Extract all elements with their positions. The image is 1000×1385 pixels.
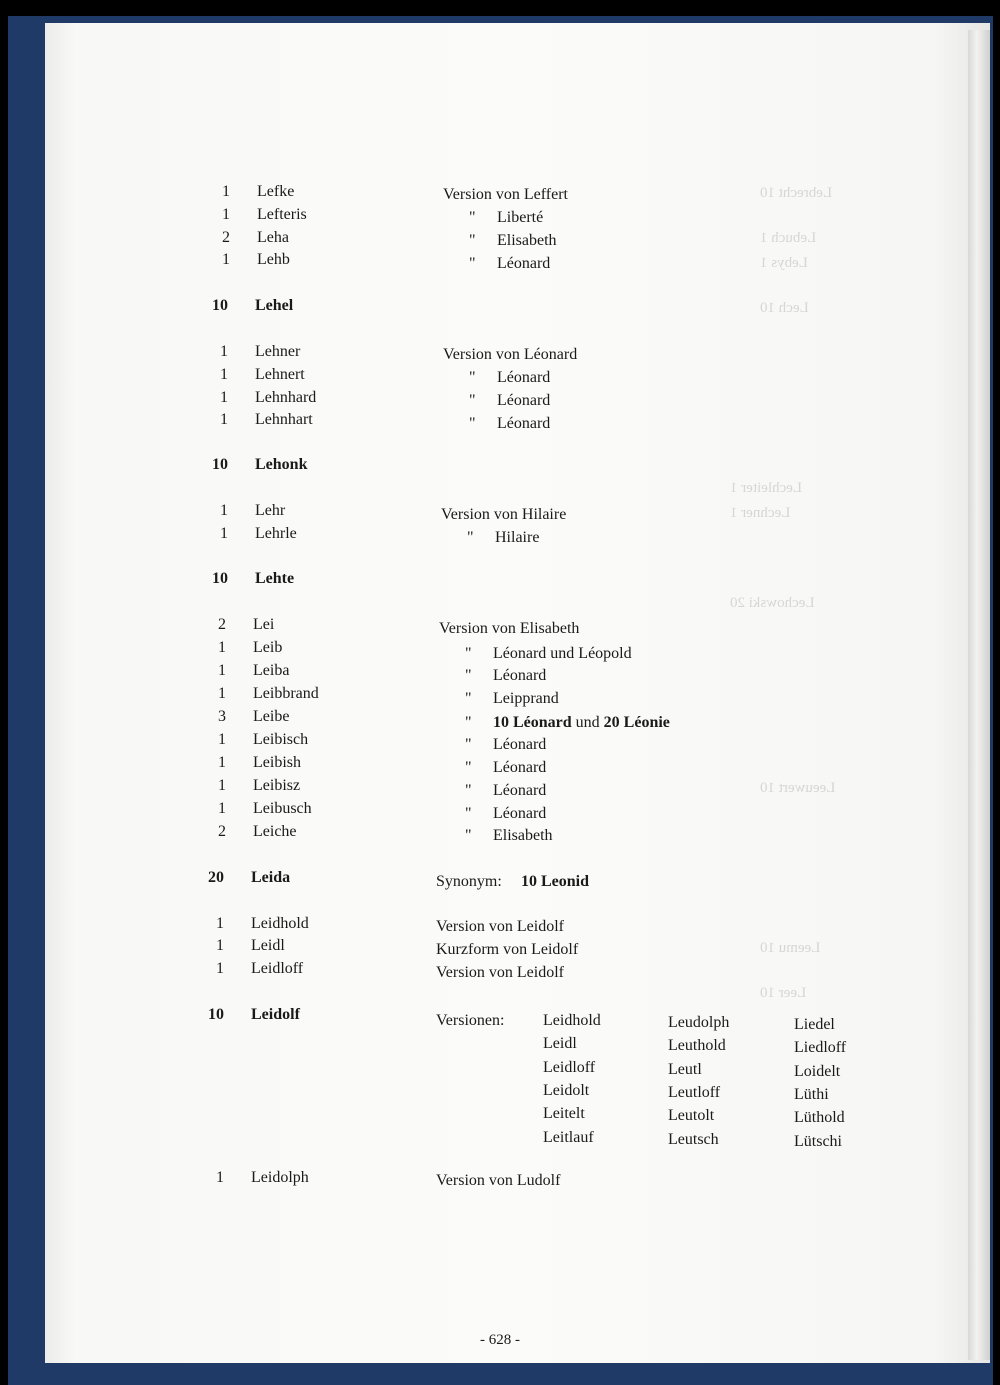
entry-count: 1 [216,937,224,954]
entry-relation [439,644,632,664]
entry-count: 1 [222,206,230,223]
relation-target: Léonard [493,805,547,822]
entry-count: 1 [218,754,226,771]
entry-relation: Versionen: [436,1012,505,1029]
synonym-target: 10 Leonid [521,873,590,890]
ditto-mark: " [465,690,472,707]
ditto-mark: " [465,759,472,776]
version-item: Leidolt [543,1081,590,1099]
relation-target: Léonard [493,667,547,684]
entry-count: 1 [216,1169,224,1186]
version-item: Leutsch [668,1130,719,1148]
relation-target: Léonard und Léopold [493,645,632,662]
relation-target: Léonard [493,736,547,753]
version-item: Leutolt [668,1107,715,1125]
entry-count: 10 [212,297,228,314]
bleed-through: Leer 10 [760,985,807,1001]
entry-relation [443,208,543,228]
entry-count: 2 [218,823,226,840]
relation-target: Léonard [497,415,551,432]
bleed-through: Leeuwert 10 [760,780,836,796]
entry-count: 1 [220,366,228,383]
version-item: Leutloff [668,1083,721,1101]
entry-count: 3 [218,708,226,725]
bleed-through: Lebrecht 10 [760,185,833,201]
entry-name: Leidl [251,937,285,954]
ditto-mark: " [469,232,476,249]
entry-name: Leibusch [253,800,312,817]
entry-relation [439,713,670,733]
ditto-mark: " [465,827,472,844]
entry-name: Lehr [255,502,286,519]
entry-relation [443,231,557,251]
entry-relation [441,528,539,548]
relation-target: Léonard [497,392,551,409]
entry-name: Lehner [255,343,301,360]
entry-name: Lei [253,616,275,633]
entry-relation [443,254,550,274]
entry-relation: Version von Hilaire [441,506,567,523]
entry-count: 1 [218,777,226,794]
entry-relation [439,758,546,778]
ditto-mark: " [465,645,472,662]
relation-target: Léonard [497,255,551,272]
entry-count: 1 [222,251,230,268]
entry-name: Lehnert [255,366,305,383]
entry-name: Leib [253,639,283,656]
entry-count: 10 [208,1006,224,1023]
entry-name: Lehte [255,570,295,587]
version-item: Leitlauf [543,1128,594,1146]
version-item: Lütschi [794,1132,842,1150]
entry-count: 1 [218,662,226,679]
entry-relation: Version von Léonard [443,346,578,363]
version-item: Leudolph [668,1014,730,1031]
entry-relation [439,666,546,686]
entry-name: Leiba [253,662,290,679]
entry-count: 10 [212,570,228,587]
version-item: Loidelt [794,1062,841,1080]
entry-relation [439,735,546,755]
entry-count: 10 [212,456,228,473]
entry-count: 1 [220,525,228,542]
entry-name: Lefke [257,183,295,200]
entry-name: Leibbrand [253,685,319,702]
entry-count: 1 [218,639,226,656]
relation-target: Leipprand [493,690,559,707]
version-item: Leidloff [543,1058,596,1076]
bleed-through: Lechner 1 [730,505,791,521]
version-item: Leidhold [543,1012,601,1029]
entry-relation [443,391,550,411]
entry-count: 1 [222,183,230,200]
relation-target: Léonard [493,782,547,799]
ditto-mark: " [469,369,476,386]
bleed-through: Lebys 1 [760,255,808,271]
entry-name: Leida [251,869,291,886]
entry-name: Leibish [253,754,301,771]
version-item: Leuthold [668,1037,726,1055]
ditto-mark: " [465,714,472,731]
version-item: Liedloff [794,1039,847,1057]
entry-count: 1 [220,343,228,360]
bleed-through: Lech 10 [760,300,809,316]
entry-name: Leibisz [253,777,301,794]
entry-name: Leibisch [253,731,309,748]
ditto-mark: " [465,782,472,799]
entry-name: Leibe [253,708,290,725]
entry-relation: Version von Ludolf [436,1172,561,1189]
entry-count: 1 [218,685,226,702]
entry-name: Lehnhart [255,411,313,428]
entry-count: 1 [218,731,226,748]
relation-target: Liberté [497,209,544,226]
entry-relation [443,414,550,434]
relation-target: Hilaire [495,529,540,546]
entry-relation: Version von Leffert [443,186,568,203]
entry-count: 1 [220,389,228,406]
ditto-mark: " [465,667,472,684]
relation-target: Léonard [493,759,547,776]
ditto-mark: " [469,415,476,432]
entry-name: Leidolf [251,1006,300,1023]
ditto-mark: " [465,805,472,822]
entry-count: 20 [208,869,224,886]
version-item: Leutl [668,1060,702,1078]
entry-count: 1 [220,411,228,428]
entry-name: Lehrle [255,525,297,542]
ditto-mark: " [467,529,474,546]
entry-name: Lehnhard [255,389,317,406]
version-item: Leidl [543,1035,577,1053]
page-number: - 628 - [480,1332,520,1348]
entry-name: Lehel [255,297,294,314]
entry-relation: Version von Leidolf [436,918,564,935]
entry-count: 2 [222,229,230,246]
bleed-through: Lechleiter 1 [730,480,803,496]
entry-relation [439,804,546,824]
entry-name: Leidloff [251,960,304,977]
relation-target: Elisabeth [493,827,553,844]
ditto-mark: " [469,209,476,226]
bleed-through: Lebuch 1 [760,230,817,246]
ditto-mark: " [469,255,476,272]
bleed-through: Lechowski 20 [730,595,815,611]
version-item: Lüthold [794,1109,845,1127]
entry-name: Lefteris [257,206,307,223]
entry-name: Lehb [257,251,290,268]
entry-relation [439,826,553,846]
page-edge [968,30,990,1360]
ditto-mark: " [469,392,476,409]
entry-relation: Version von Elisabeth [439,620,580,637]
entry-name: Leidolph [251,1169,309,1186]
entry-relation [443,368,550,388]
entry-count: 2 [218,616,226,633]
entry-count: 1 [218,800,226,817]
relation-target: 10 Léonard und 20 Léonie [493,714,670,731]
relation-target: Elisabeth [497,232,557,249]
synonym-label: Synonym: [436,873,502,890]
entry-name: Leidhold [251,915,309,932]
entry-count: 1 [216,915,224,932]
entry-relation [439,689,559,709]
entry-name: Leha [257,229,289,246]
bleed-through: Leemu 10 [760,940,821,956]
relation-target: Léonard [497,369,551,386]
entry-name: Leiche [253,823,297,840]
version-item: Lüthi [794,1085,829,1103]
entry-relation [436,872,589,892]
entry-count: 1 [216,960,224,977]
entry-relation [439,781,546,801]
entry-relation: Kurzform von Leidolf [436,941,579,958]
entry-count: 1 [220,502,228,519]
version-item: Leitelt [543,1105,585,1123]
entry-relation: Version von Leidolf [436,964,564,981]
entry-name: Lehonk [255,456,308,473]
ditto-mark: " [465,736,472,753]
version-item: Liedel [794,1016,835,1033]
